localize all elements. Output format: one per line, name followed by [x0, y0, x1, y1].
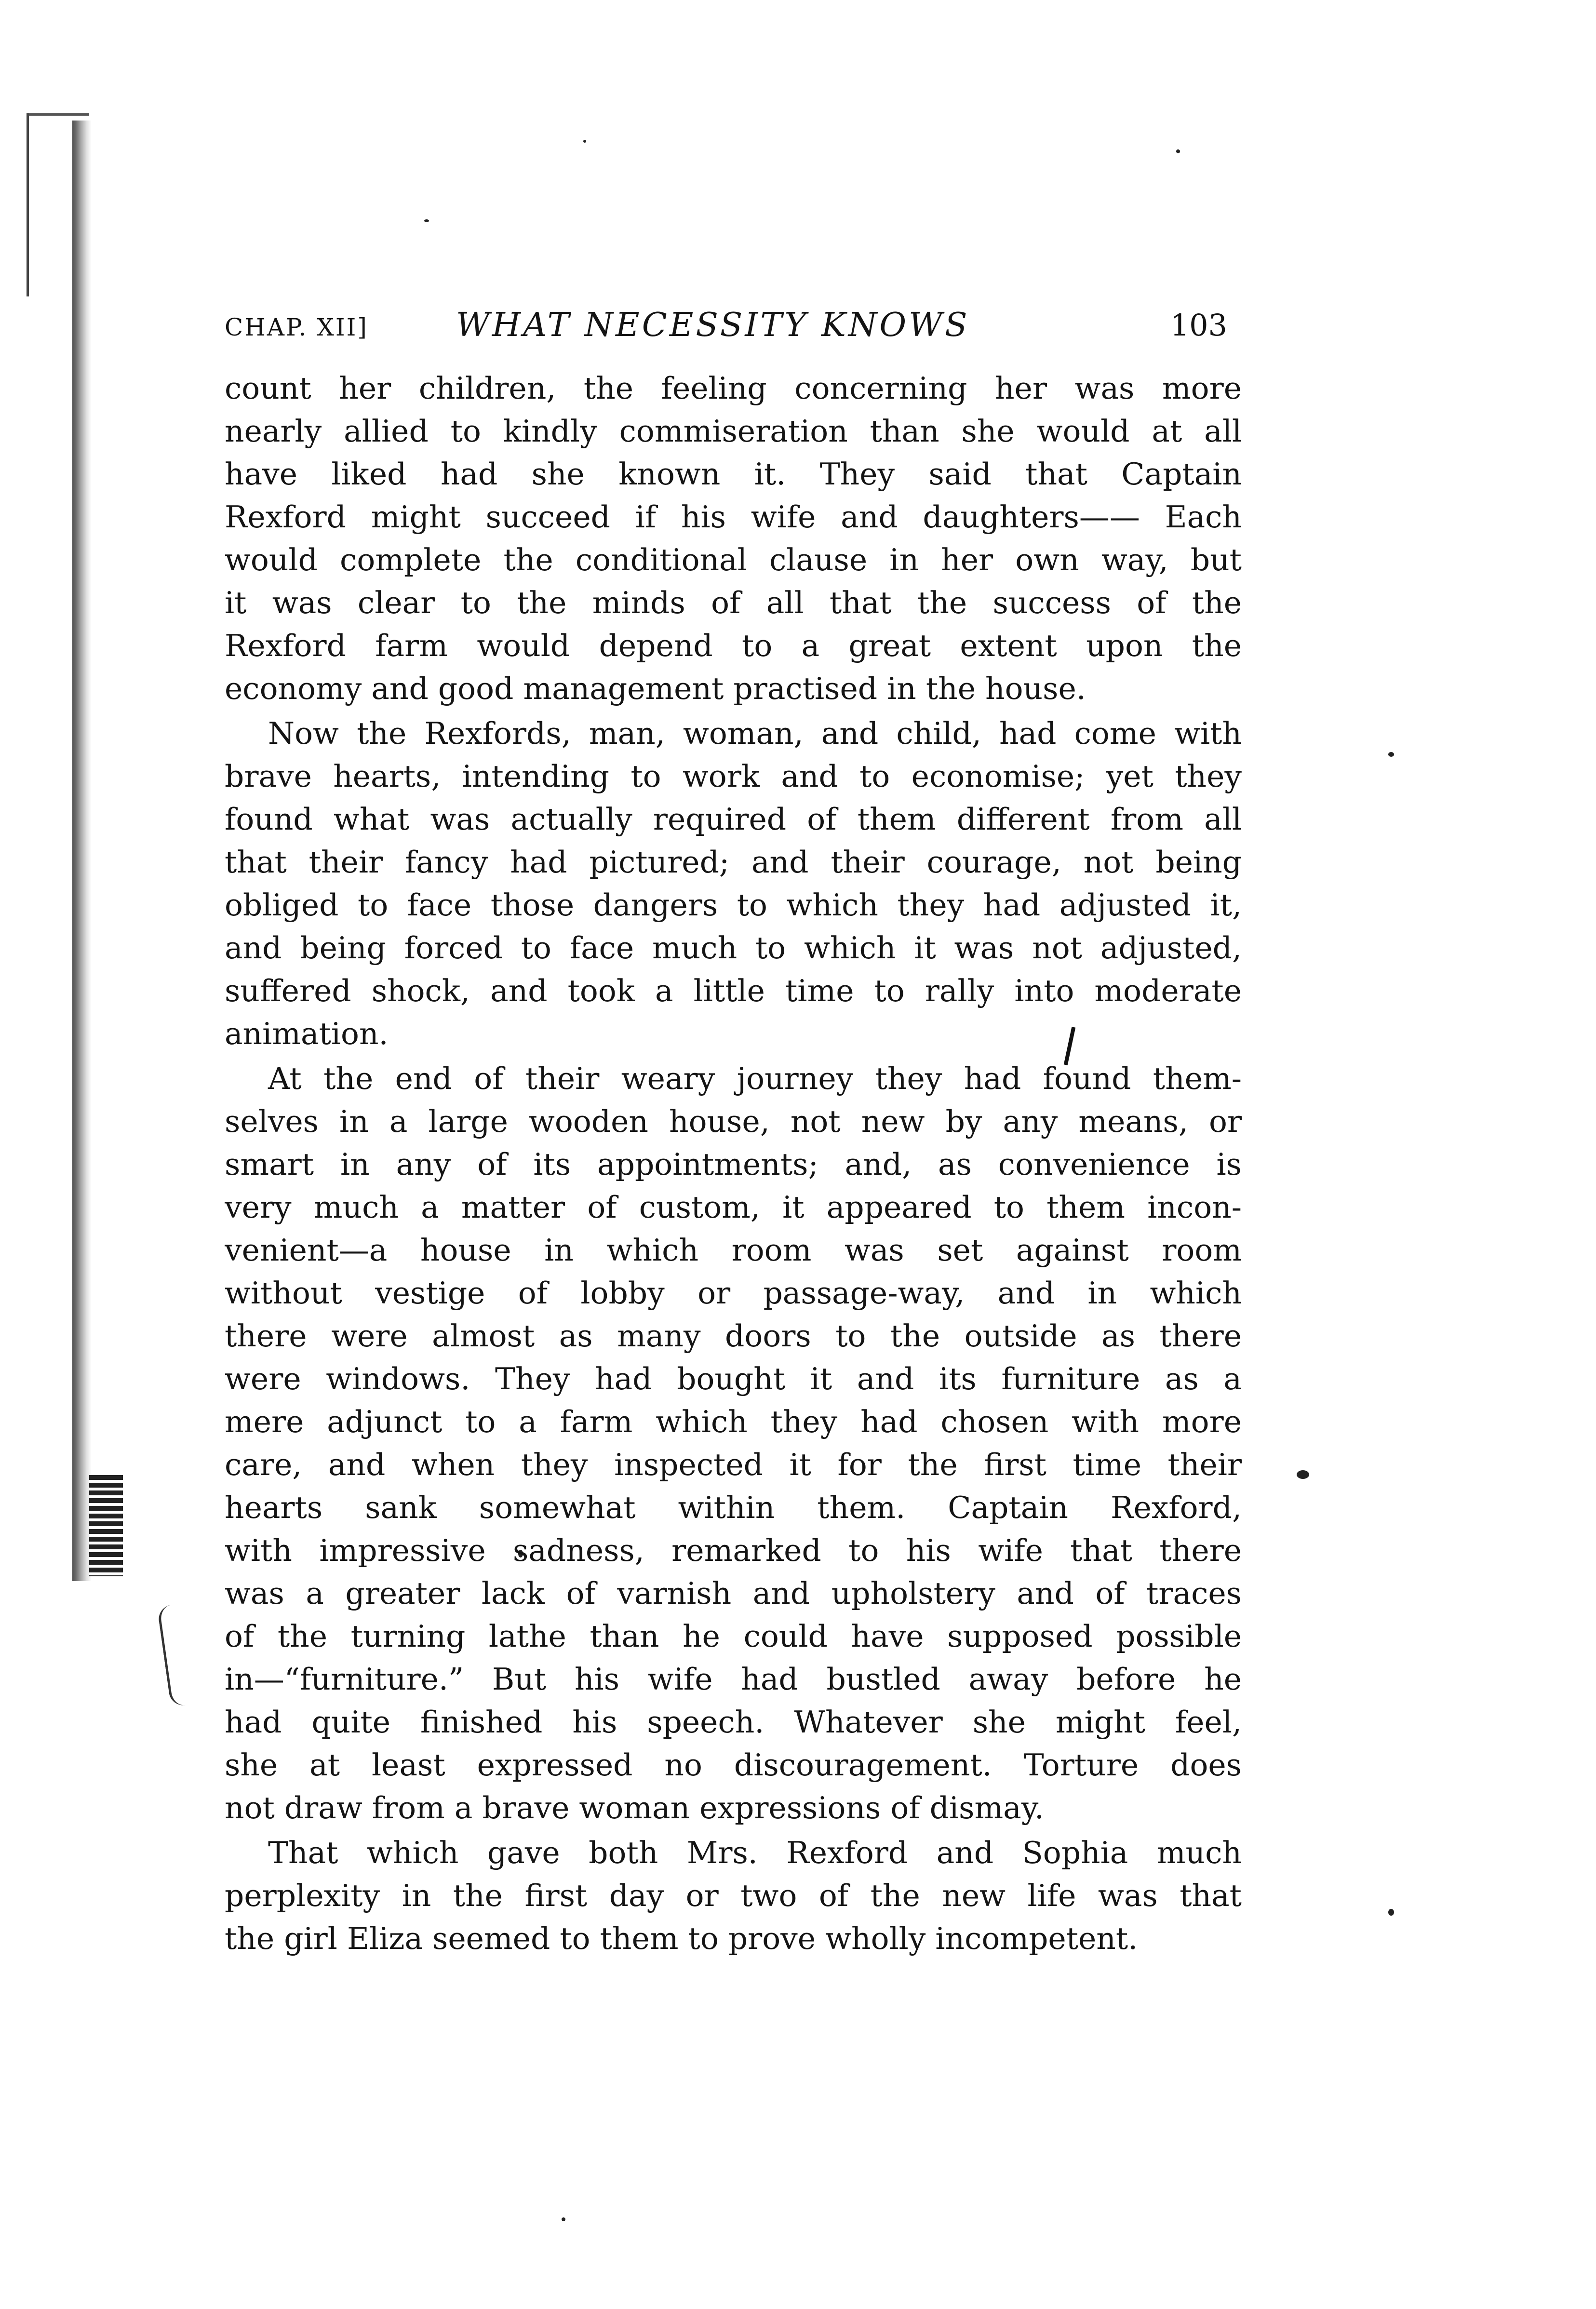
text-line: found what was actually required of them different from all	[225, 802, 1242, 837]
text-line: At the end of their weary journey they had found them-	[268, 1061, 1242, 1096]
text-line: suffered shock, and took a little time to rally into moderate	[225, 973, 1242, 1008]
scan-speck	[1297, 1470, 1309, 1479]
scan-speck	[562, 2217, 565, 2221]
text-line: there were almost as many doors to the outside as there	[225, 1318, 1242, 1354]
text-line: the girl Eliza seemed to them to prove wholly incompetent.	[225, 1921, 1138, 1956]
scan-speck	[1388, 1909, 1394, 1916]
margin-bracket-mark	[157, 1605, 188, 1707]
paragraph	[225, 1057, 1242, 1829]
scan-speck	[424, 219, 429, 222]
binding-shadow	[72, 121, 92, 1581]
text-line: and being forced to face much to which it was not adjusted,	[225, 930, 1242, 966]
text-line: it was clear to the minds of all that the success of the	[225, 585, 1242, 620]
text-line: were windows. They had bought it and its furniture as a	[225, 1361, 1242, 1396]
text-line: hearts sank somewhat within them. Captain Rexford,	[225, 1490, 1242, 1525]
text-line: would complete the conditional clause in her own way, but	[225, 542, 1242, 577]
body-text	[225, 367, 1242, 1960]
text-line: brave hearts, intending to work and to economise; yet they	[225, 759, 1242, 794]
text-line: nearly allied to kindly commiseration than she would at all	[225, 414, 1242, 449]
chapter-label: CHAP. XII]	[225, 313, 368, 341]
paragraph	[225, 712, 1242, 1055]
binding-blocks	[89, 1475, 123, 1576]
text-line: care, and when they inspected it for the first time their	[225, 1447, 1242, 1482]
text-line: very much a matter of custom, it appeared to them incon-	[225, 1190, 1242, 1225]
scan-speck	[1388, 752, 1394, 757]
page-number: 103	[1170, 308, 1227, 343]
paragraph	[225, 367, 1242, 710]
text-line: she at least expressed no discouragement. Torture does	[225, 1747, 1242, 1783]
text-line: with impressive sadness, remarked to his wife that there	[225, 1533, 1242, 1568]
text-line: was a greater lack of varnish and upholstery and of traces	[225, 1576, 1242, 1611]
text-line: economy and good management practised in the house.	[225, 671, 1086, 706]
text-line: that their fancy had pictured; and their courage, not being	[225, 845, 1242, 880]
text-line: selves in a large wooden house, not new by any means, or	[225, 1104, 1242, 1139]
text-line: in—“furniture.” But his wife had bustled away before he	[225, 1662, 1242, 1697]
text-line: Rexford might succeed if his wife and daughters—— Each	[225, 499, 1242, 535]
running-head	[225, 301, 1242, 349]
text-line: not draw from a brave woman expressions of dismay.	[225, 1790, 1045, 1826]
page-edge-line	[27, 113, 29, 296]
text-line: venient—a house in which room was set against room	[225, 1233, 1242, 1268]
text-line: perplexity in the first day or two of the new life was that	[225, 1878, 1242, 1913]
text-line: obliged to face those dangers to which they had adjusted it,	[225, 887, 1242, 923]
running-title: WHAT NECESSITY KNOWS	[456, 306, 970, 344]
paragraph	[225, 1831, 1242, 1960]
text-line: of the turning lathe than he could have supposed possible	[225, 1619, 1242, 1654]
page-edge-top	[27, 113, 89, 116]
text-line: animation.	[225, 1016, 389, 1051]
text-line: without vestige of lobby or passage-way, and in which	[225, 1275, 1242, 1311]
page-text	[225, 301, 1242, 1960]
text-line: That which gave both Mrs. Rexford and Sophia much	[268, 1835, 1242, 1870]
text-line: smart in any of its appointments; and, as convenience is	[225, 1147, 1242, 1182]
scan-speck	[583, 140, 586, 143]
text-line: mere adjunct to a farm which they had chosen with more	[225, 1404, 1242, 1439]
scan-speck	[1176, 149, 1180, 153]
text-line: Rexford farm would depend to a great extent upon the	[225, 628, 1242, 663]
text-line: had quite finished his speech. Whatever she might feel,	[225, 1705, 1242, 1740]
text-line: have liked had she known it. They said that Captain	[225, 456, 1242, 492]
text-line: count her children, the feeling concerning her was more	[225, 371, 1242, 406]
text-line: Now the Rexfords, man, woman, and child, had come with	[268, 716, 1242, 751]
